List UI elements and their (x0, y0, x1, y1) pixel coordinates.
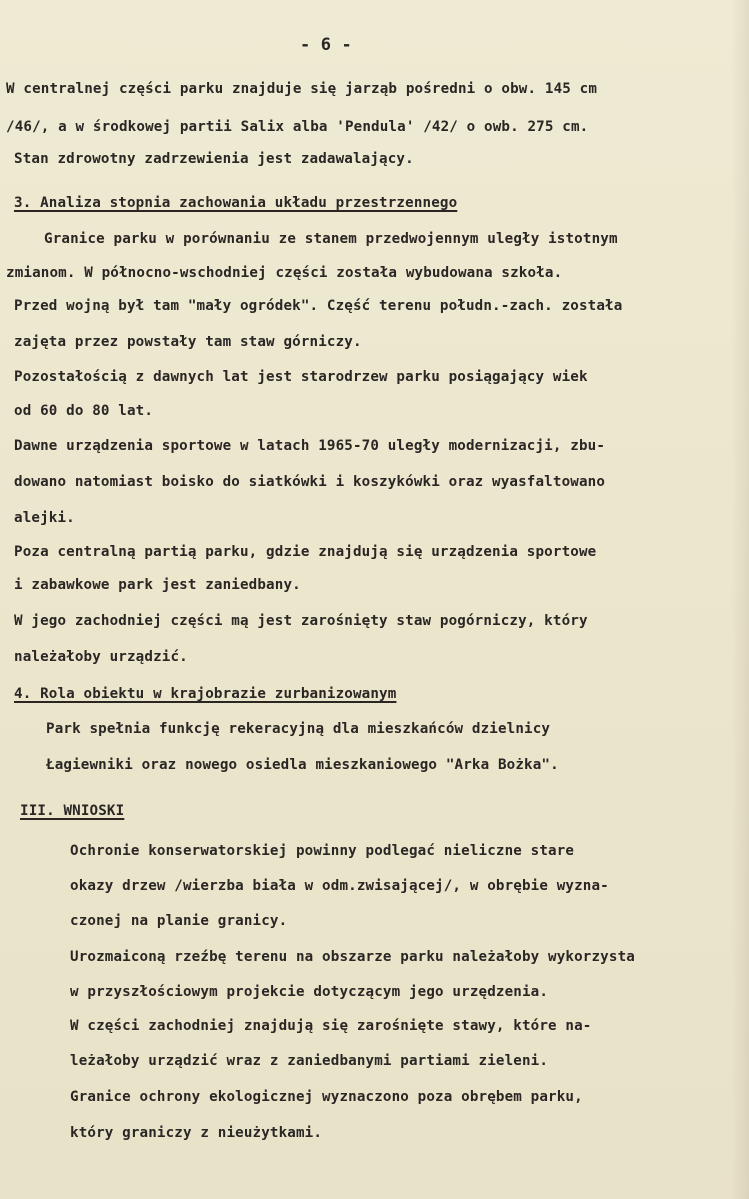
text-line: Dawne urządzenia sportowe w latach 1965-70 uległy modernizacji, zbu- (14, 438, 606, 454)
text-line: Park spełnia funkcję rekeracyjną dla mieszkańców dzielnicy (46, 721, 551, 737)
text-line: Granice parku w porównaniu ze stanem przedwojennym uległy istotnym (44, 231, 618, 247)
text-line: leżałoby urządzić wraz z zaniedbanymi partiami zieleni. (70, 1053, 549, 1069)
text-line: Przed wojną był tam "mały ogródek". Część terenu połudn.-zach. została (14, 298, 623, 314)
text-line: Ochronie konserwatorskiej powinny podlegać nieliczne stare (70, 843, 575, 859)
text-line: w przyszłościowym projekcie dotyczącym jego urzędzenia. (70, 984, 549, 1000)
text-line: należałoby urządzić. (14, 649, 188, 665)
section-heading-conclusions: III. WNIOSKI (20, 803, 125, 819)
text-line: Poza centralną partią parku, gdzie znajdują się urządzenia sportowe (14, 544, 597, 560)
text-line: okazy drzew /wierzba biała w odm.zwisającej/, w obrębie wyzna- (70, 878, 609, 894)
page-edge-shadow (731, 0, 749, 1199)
text-line: i zabawkowe park jest zaniedbany. (14, 577, 301, 593)
text-line: Łagiewniki oraz nowego osiedla mieszkaniowego "Arka Bożka". (46, 757, 559, 773)
section-heading-4: 4. Rola obiektu w krajobrazie zurbanizowanym (14, 686, 397, 702)
text-line: alejki. (14, 510, 75, 526)
text-line: W części zachodniej znajdują się zarośnięte stawy, które na- (70, 1018, 592, 1034)
text-line: Pozostałością z dawnych lat jest starodrzew parku posiągający wiek (14, 369, 588, 385)
text-line: zmianom. W północno-wschodniej części została wybudowana szkoła. (6, 265, 563, 281)
page-number: - 6 - (300, 35, 352, 55)
text-line: W jego zachodniej części mą jest zarośnięty staw pogórniczy, który (14, 613, 588, 629)
text-line: W centralnej części parku znajduje się jarząb pośredni o obw. 145 cm (6, 81, 598, 97)
text-line: czonej na planie granicy. (70, 913, 288, 929)
text-line: zajęta przez powstały tam staw górniczy. (14, 334, 362, 350)
text-line: Urozmaiconą rzeźbę terenu na obszarze parku należałoby wykorzysta (70, 949, 635, 965)
text-line: który graniczy z nieużytkami. (70, 1125, 323, 1141)
text-line: /46/, a w środkowej partii Salix alba 'Pendula' /42/ o owb. 275 cm. (6, 119, 589, 135)
section-heading-3: 3. Analiza stopnia zachowania układu przestrzennego (14, 195, 458, 211)
text-line: od 60 do 80 lat. (14, 403, 154, 419)
text-line: Granice ochrony ekologicznej wyznaczono poza obrębem parku, (70, 1089, 583, 1105)
text-line: dowano natomiast boisko do siatkówki i koszykówki oraz wyasfaltowano (14, 474, 606, 490)
text-line: Stan zdrowotny zadrzewienia jest zadawalający. (14, 151, 414, 167)
